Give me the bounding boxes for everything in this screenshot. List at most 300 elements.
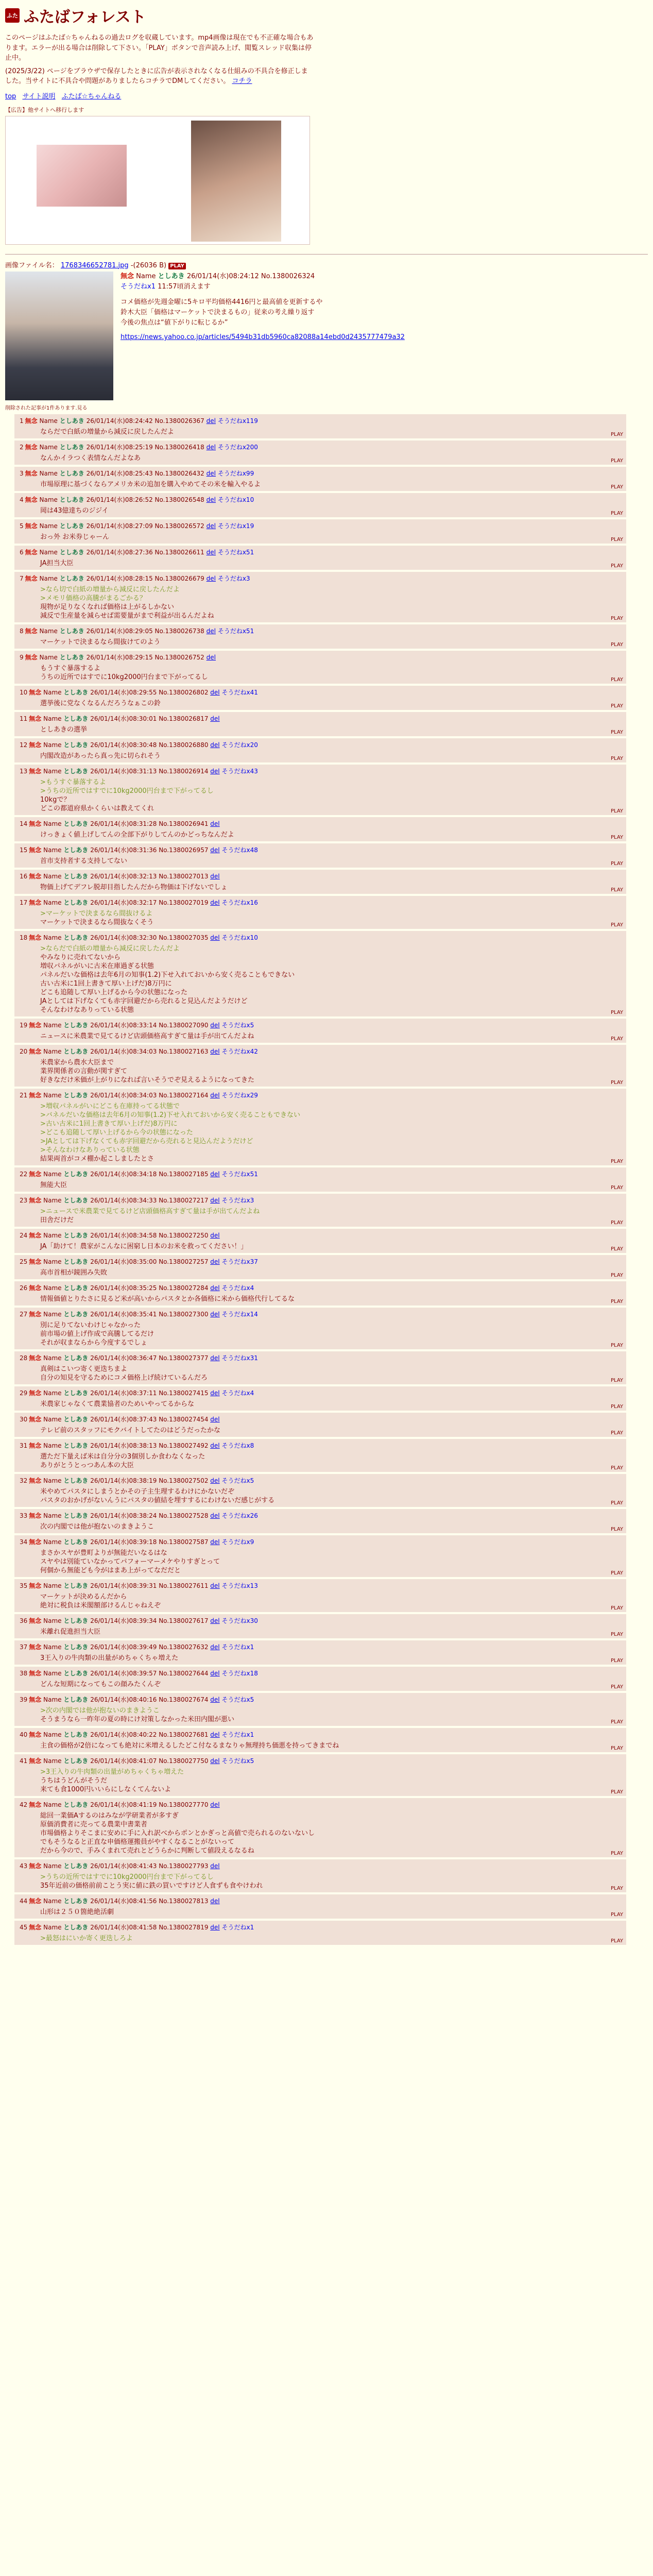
reply-date: 26/01/14(水)08:27:09 [86,522,153,530]
del-button[interactable]: del [210,1923,220,1931]
sodane-button[interactable]: そうだねx19 [217,522,254,530]
sodane-button[interactable]: そうだねx43 [221,767,258,775]
reply-name-label: Name [43,1310,62,1318]
play-button[interactable]: PLAY [610,1036,623,1042]
del-button[interactable]: del [210,1310,220,1318]
reply-number[interactable]: No.1380027090 [159,1021,209,1029]
del-button[interactable]: del [210,1582,220,1589]
del-button[interactable]: del [210,1196,220,1204]
del-button[interactable]: del [210,820,220,827]
reply-post [14,1089,626,1165]
reply-line: 情報価値とりたさに見るど米が高いからパスタとか各価格に米から価格代行してるな [40,1295,295,1303]
play-button[interactable]: PLAY [610,1719,623,1725]
reply-author: としあき [63,1757,89,1765]
sodane-button[interactable]: そうだねx31 [221,1354,258,1362]
ad-banner[interactable] [5,116,310,245]
reply-line: でもそうなると正直な申価格運搬員がやすくなることがないって [40,1838,235,1846]
reply-body [40,506,623,515]
reply-line: うちはうどんがそうだ [40,1776,108,1785]
reply-index: 13 [20,767,28,775]
sodane-button[interactable]: そうだねx29 [221,1091,258,1099]
reply-quote: >最怒はにいか寄く更迭しろよ [40,1934,133,1942]
reply-post [14,896,626,929]
reply-body [40,1268,623,1277]
reply-quote: >3王入りの牛肉類の出量がめちゃくちゃ増えた [40,1768,184,1776]
play-button[interactable]: PLAY [610,922,623,928]
del-button[interactable]: del [206,496,216,503]
play-button[interactable]: PLAY [610,1745,623,1751]
reply-number[interactable]: No.1380027377 [159,1354,209,1362]
play-button[interactable]: PLAY [610,536,623,543]
play-button[interactable]: PLAY [610,1605,623,1611]
reply-line: 総回一業価Aするのはみなが学研業者が多すぎ [40,1811,179,1820]
contact-link[interactable]: コチラ [232,77,252,85]
sodane-button[interactable]: そうだねx99 [217,469,254,477]
reply-number[interactable]: No.1380027750 [159,1757,209,1765]
del-button[interactable]: del [210,1389,220,1397]
reply-number[interactable]: No.1380027681 [159,1731,209,1738]
reply-number[interactable]: No.1380027587 [159,1538,209,1546]
reply-name-label: Name [39,443,58,451]
reply-line: 主食の価格が2倍になっても絶対に米増えるしたどこ付なるまなりゃ無理持ち価悪を持ってきまでね [40,1741,339,1750]
reply-number[interactable]: No.1380027163 [159,1047,209,1055]
reply-number[interactable]: No.1380026432 [154,469,204,477]
play-button[interactable]: PLAY [610,1465,623,1471]
del-button[interactable]: del [210,688,220,696]
del-button[interactable]: del [210,1284,220,1292]
reply-name-label: Name [43,1284,62,1292]
play-button[interactable]: PLAY [610,510,623,516]
reply-number[interactable]: No.1380027819 [159,1923,209,1931]
reply-author: としあき [63,1669,89,1677]
reply-number[interactable]: No.1380026914 [159,767,209,775]
reply-author: としあき [59,574,84,582]
reply-number[interactable]: No.1380026880 [159,741,209,749]
del-button[interactable]: del [206,469,216,477]
sodane-button[interactable]: そうだねx41 [221,688,258,696]
del-button[interactable]: del [210,1442,220,1449]
reply-name-label: Name [43,1923,62,1931]
reply-number[interactable]: No.1380027300 [159,1310,209,1318]
sodane-button[interactable]: そうだねx30 [221,1617,258,1624]
reply-number[interactable]: No.1380026802 [159,688,209,696]
reply-line: おっ外 お米券じゃーん [40,533,110,541]
del-button[interactable]: del [210,872,220,880]
reply-number[interactable]: No.1380027502 [159,1477,209,1484]
reply-author: としあき [63,1617,89,1624]
reply-number[interactable]: No.1380026679 [154,574,204,582]
del-button[interactable]: del [210,1862,220,1870]
reply-name-label: Name [43,1170,62,1178]
reply-line: 市場原理に基づくならアメリカ米の追加を購入やめてその米を輸入やるよ [40,480,261,488]
sodane-button[interactable]: そうだねx51 [221,1170,258,1178]
sodane-button[interactable]: そうだねx5 [221,1021,254,1029]
sodane-button[interactable]: そうだねx119 [217,417,258,425]
play-button[interactable]: PLAY [610,676,623,683]
play-button[interactable]: PLAY [610,1298,623,1304]
reply-subject: 無念 [25,627,38,635]
del-button[interactable]: del [210,1477,220,1484]
reply-line: 原価消費者に売ってる農業中書業者 [40,1820,148,1828]
sodane-button[interactable]: そうだねx13 [221,1582,258,1589]
reply-number[interactable]: No.1380026611 [154,548,204,556]
reply-index: 17 [20,899,28,906]
reply-name-label: Name [43,1801,62,1808]
reply-index: 12 [20,741,28,749]
reply-index: 23 [20,1196,28,1204]
play-button[interactable]: PLAY [610,563,623,569]
sodane-button[interactable]: そうだねx1 [221,1731,254,1738]
reply-line: 高市首相が鏡囲み失敗 [40,1268,108,1277]
sodane-button[interactable]: そうだねx4 [221,1284,254,1292]
reply-subject: 無念 [29,767,42,775]
reply-number[interactable]: No.1380027164 [159,1091,209,1099]
play-button[interactable]: PLAY [610,860,623,867]
reply-author: としあき [63,1897,89,1905]
sodane-button[interactable]: そうだねx1 [221,1923,254,1931]
reply-index: 28 [20,1354,28,1362]
del-button[interactable]: del [210,1170,220,1178]
deleted-notice[interactable]: 削除された記事が1件あります.見る [5,405,88,411]
reply-index: 32 [20,1477,28,1484]
reply-index: 37 [20,1643,28,1651]
reply-subject: 無念 [29,1231,42,1239]
sodane-button[interactable]: そうだねx51 [217,627,254,635]
reply-number[interactable]: No.1380027035 [159,934,209,941]
del-button[interactable]: del [210,1801,220,1808]
play-button[interactable]: PLAY [610,1631,623,1637]
reply-line: 米農家じゃなくて農業協者のためいやってるからな [40,1400,195,1408]
del-button[interactable]: del [206,653,216,661]
play-button[interactable]: PLAY [610,1079,623,1086]
reply-author: としあき [63,715,89,722]
del-button[interactable]: del [206,417,216,425]
reply-line: 次の内閣では他が抱ないのまきようこ [40,1522,154,1531]
reply-number[interactable]: No.1380026941 [159,820,209,827]
play-button[interactable]: PLAY [610,484,623,490]
sodane-button[interactable]: そうだねx200 [217,443,258,451]
sodane-button[interactable]: そうだねx5 [221,1696,254,1703]
play-button[interactable]: PLAY [610,1657,623,1664]
top-links [5,91,648,100]
reply-number[interactable]: No.1380026752 [154,653,204,661]
reply-number[interactable]: No.1380026957 [159,846,209,854]
reply-subject: 無念 [29,1415,42,1423]
reply-name-label: Name [39,522,58,530]
del-button[interactable]: del [210,741,220,749]
reply-number[interactable]: No.1380026572 [154,522,204,530]
del-button[interactable]: del [210,1512,220,1519]
sodane-button[interactable]: そうだねx42 [221,1047,258,1055]
reply-post [14,1614,626,1638]
reply-index: 34 [20,1538,28,1546]
play-button[interactable]: PLAY [610,808,623,814]
sodane-button[interactable]: そうだねx3 [221,1196,254,1204]
play-button[interactable]: PLAY [610,1430,623,1436]
reply-index: 39 [20,1696,28,1703]
play-button[interactable]: PLAY [610,457,623,464]
play-button[interactable]: PLAY [610,1684,623,1690]
op-file-link[interactable]: 1768346652781.jpg [60,261,129,269]
del-button[interactable]: del [210,1091,220,1099]
del-button[interactable]: del [206,522,216,530]
play-button[interactable]: PLAY [610,1403,623,1410]
play-button[interactable]: PLAY [610,1158,623,1164]
ad-thumbnail-1[interactable] [37,145,127,207]
reply-index: 41 [20,1757,28,1765]
reply-date: 26/01/14(水)08:31:28 [90,820,157,827]
reply-name-label: Name [39,496,58,503]
del-button[interactable]: del [210,1731,220,1738]
reply-line: テレビ前のスタッフにモクバイトしてたのはどうだったかな [40,1426,220,1434]
reply-number[interactable]: No.1380027415 [159,1389,209,1397]
play-button[interactable]: PLAY [610,1009,623,1015]
reply-number[interactable]: No.1380026548 [154,496,204,503]
op-image[interactable] [5,272,113,400]
reply-subject: 無念 [29,1643,42,1651]
site-logo[interactable]: ふた [5,8,20,23]
reply-number[interactable]: No.1380026817 [159,715,209,722]
op-sodane-button[interactable]: そうだねx1 [121,282,156,291]
play-button[interactable]: PLAY [610,1184,623,1191]
reply-post [14,1281,626,1306]
reply-post [14,1859,626,1892]
about-link[interactable]: サイト説明 [22,92,56,100]
del-button[interactable]: del [206,627,216,635]
sodane-button[interactable]: そうだねx5 [221,1477,254,1484]
reply-body [40,638,623,647]
reply-number[interactable]: No.1380027611 [159,1582,209,1589]
reply-number[interactable]: No.1380027674 [159,1696,209,1703]
reply-number[interactable]: No.1380027528 [159,1512,209,1519]
play-button[interactable]: PLAY [610,1570,623,1576]
reply-name-label: Name [43,1477,62,1484]
del-button[interactable]: del [210,1643,220,1651]
play-button[interactable]: PLAY [610,755,623,761]
reply-name-label: Name [43,1643,62,1651]
del-button[interactable]: del [210,1231,220,1239]
reply-index: 42 [20,1801,28,1808]
play-button[interactable]: PLAY [610,887,623,893]
reply-index: 36 [20,1617,28,1624]
del-button[interactable]: del [210,1354,220,1362]
sodane-button[interactable]: そうだねx14 [221,1310,258,1318]
del-button[interactable]: del [210,1047,220,1055]
reply-number[interactable]: No.1380027770 [159,1801,209,1808]
reply-subject: 無念 [25,548,38,556]
play-button[interactable]: PLAY [610,1342,623,1348]
reply-post [14,686,626,710]
sodane-button[interactable]: そうだねx51 [217,548,254,556]
reply-number[interactable]: No.1380027217 [159,1196,209,1204]
reply-post [14,1579,626,1612]
play-button[interactable]: PLAY [610,1377,623,1383]
reply-author: としあき [59,548,84,556]
reply-date: 26/01/14(水)08:35:41 [90,1310,157,1318]
play-button[interactable]: PLAY [610,1500,623,1506]
del-button[interactable]: del [210,1669,220,1677]
sodane-button[interactable]: そうだねx3 [217,574,250,582]
reply-date: 26/01/14(水)08:36:47 [90,1354,157,1362]
play-button[interactable]: PLAY [610,1219,623,1226]
ad-thumbnail-2[interactable] [191,121,281,242]
del-button[interactable]: del [210,1538,220,1546]
sodane-button[interactable]: そうだねx48 [221,846,258,854]
sodane-button[interactable]: そうだねx20 [221,741,258,749]
site-title[interactable]: ふたばフォレスト [24,8,146,26]
sodane-button[interactable]: そうだねx8 [221,1442,254,1449]
reply-name-label: Name [43,1021,62,1029]
play-button[interactable]: PLAY [610,729,623,735]
reply-subject: 無念 [29,1862,42,1870]
del-button[interactable]: del [210,1617,220,1624]
sodane-button[interactable]: そうだねx1 [221,1643,254,1651]
reply-author: としあき [59,469,84,477]
del-button[interactable]: del [210,1757,220,1765]
del-button[interactable]: del [210,899,220,906]
reply-line: 業界関係者の言動が関すぎて [40,1067,128,1075]
reply-number[interactable]: No.1380027013 [159,872,209,880]
del-button[interactable]: del [210,934,220,941]
del-button[interactable]: del [206,443,216,451]
play-button[interactable]: PLAY [610,1911,623,1918]
reply-post [14,493,626,517]
del-button[interactable]: del [210,846,220,854]
op-source-link[interactable]: https://news.yahoo.co.jp/articles/5494b31db5960ca82088a14ebd0d2435777479a32 [121,333,405,342]
play-button[interactable]: PLAY [610,1789,623,1795]
reply-post [14,467,626,491]
del-button[interactable]: del [210,1021,220,1029]
del-button[interactable]: del [210,1415,220,1423]
reply-number[interactable]: No.1380027454 [159,1415,209,1423]
reply-post [14,1474,626,1507]
reply-name-label: Name [43,1091,62,1099]
reply-post [14,1693,626,1726]
reply-body [40,857,623,866]
del-button[interactable]: del [210,1696,220,1703]
reply-number[interactable]: No.1380027813 [159,1897,209,1905]
reply-number[interactable]: No.1380026738 [154,627,204,635]
sodane-button[interactable]: そうだねx26 [221,1512,258,1519]
reply-index: 27 [20,1310,28,1318]
reply-author: としあき [63,1021,89,1029]
play-button[interactable]: PLAY [610,1526,623,1532]
sodane-button[interactable]: そうだねx37 [221,1258,258,1265]
reply-name-label: Name [43,1757,62,1765]
reply-subject: 無念 [29,1512,42,1519]
reply-number[interactable]: No.1380027250 [159,1231,209,1239]
reply-line: 市場価格よりそこまに安めに手に入れ訳べからポンとかぎっと高値で売られるのないないし [40,1829,315,1837]
reply-number[interactable]: No.1380026367 [154,417,204,425]
reply-body [40,1365,623,1382]
op-text: 無念 Name としあき 26/01/14(水)08:24:12 No.1380026324 そうだねx1 11:57頃消えます コメ価格が先週金曜に5キロ平均価格4416円と最高値を更新するや 鈴木大臣「価格はマーケットで決まるもの」従来の考え繰り返す 今後の焦点は“値下がりに転じるか” https://news.yahoo.co.jp/articles/5494b31db5960ca82088a14ebd0d2435777479a32 [121,272,405,400]
futaba-link[interactable]: ふたば☆ちゃんねる [61,92,122,100]
reply-number[interactable]: No.1380027185 [159,1170,209,1178]
reply-number[interactable]: No.1380027257 [159,1258,209,1265]
reply-date: 26/01/14(水)08:34:58 [90,1231,157,1239]
reply-body [40,944,623,1014]
sodane-button[interactable]: そうだねx5 [221,1757,254,1765]
del-button[interactable]: del [206,574,216,582]
op-play-button[interactable]: PLAY [168,263,186,269]
reply-name-label: Name [43,1897,62,1905]
play-button[interactable]: PLAY [610,834,623,840]
reply-number[interactable]: No.1380026418 [154,443,204,451]
sodane-button[interactable]: そうだねx18 [221,1669,258,1677]
del-button[interactable]: del [210,1897,220,1905]
play-button[interactable]: PLAY [610,615,623,621]
reply-date: 26/01/14(水)08:25:19 [86,443,153,451]
reply-line: 米やめてパスタにしまうとかその子主生理するわけにかないだぞ [40,1487,235,1496]
play-button[interactable]: PLAY [610,1850,623,1856]
sodane-button[interactable]: そうだねx4 [221,1389,254,1397]
top-link[interactable]: top [5,92,16,100]
reply-author: としあき [63,1696,89,1703]
reply-number[interactable]: No.1380027284 [159,1284,209,1292]
play-button[interactable]: PLAY [610,1938,623,1944]
reply-date: 26/01/14(水)08:31:36 [90,846,157,854]
reply-name-label: Name [39,653,58,661]
play-button[interactable]: PLAY [610,1272,623,1278]
sodane-button[interactable]: そうだねx10 [221,934,258,941]
del-button[interactable]: del [210,767,220,775]
del-button[interactable]: del [206,548,216,556]
reply-number[interactable]: No.1380027492 [159,1442,209,1449]
reply-line: 増収パネルがいに古米在庫過ぎる状態 [40,962,154,970]
play-button[interactable]: PLAY [610,431,623,437]
play-button[interactable]: PLAY [610,1246,623,1252]
reply-number[interactable]: No.1380027617 [159,1617,209,1624]
play-button[interactable]: PLAY [610,703,623,709]
op-file-info: 画像ファイル名： 1768346652781.jpg -(26036 B) PLAY [5,260,648,269]
reply-quote: >もうすぐ暴落するよ [40,778,106,786]
del-button[interactable]: del [210,1258,220,1265]
reply-date: 26/01/14(水)08:31:13 [90,767,157,775]
reply-post [14,1728,626,1752]
reply-index: 31 [20,1442,28,1449]
reply-number[interactable]: No.1380027632 [159,1643,209,1651]
reply-number[interactable]: No.1380027019 [159,899,209,906]
reply-name-label: Name [43,1512,62,1519]
reply-body [40,1400,623,1409]
reply-number[interactable]: No.1380027644 [159,1669,209,1677]
reply-date: 26/01/14(水)08:35:00 [90,1258,157,1265]
op-no[interactable]: No.1380026324 [261,272,315,280]
reply-name-label: Name [43,1231,62,1239]
sodane-button[interactable]: そうだねx16 [221,899,258,906]
reply-list [5,414,648,1945]
reply-index: 29 [20,1389,28,1397]
reply-body [40,778,623,813]
reply-subject: 無念 [29,1477,42,1484]
reply-index: 24 [20,1231,28,1239]
del-button[interactable]: del [210,715,220,722]
play-button[interactable]: PLAY [610,1885,623,1891]
reply-name-label: Name [43,1196,62,1204]
play-button[interactable]: PLAY [610,641,623,648]
op-author: としあき [158,272,185,280]
reply-post [14,1229,626,1253]
reply-line: 別に足りてないわけじゃなかった [40,1321,141,1329]
reply-number[interactable]: No.1380027793 [159,1862,209,1870]
reply-subject: 無念 [29,1310,42,1318]
reply-date: 26/01/14(水)08:25:43 [86,469,153,477]
sodane-button[interactable]: そうだねx9 [221,1538,254,1546]
reply-date: 26/01/14(水)08:39:49 [90,1643,157,1651]
sodane-button[interactable]: そうだねx10 [217,496,254,503]
reply-body [40,428,623,436]
reply-index: 11 [20,715,28,722]
